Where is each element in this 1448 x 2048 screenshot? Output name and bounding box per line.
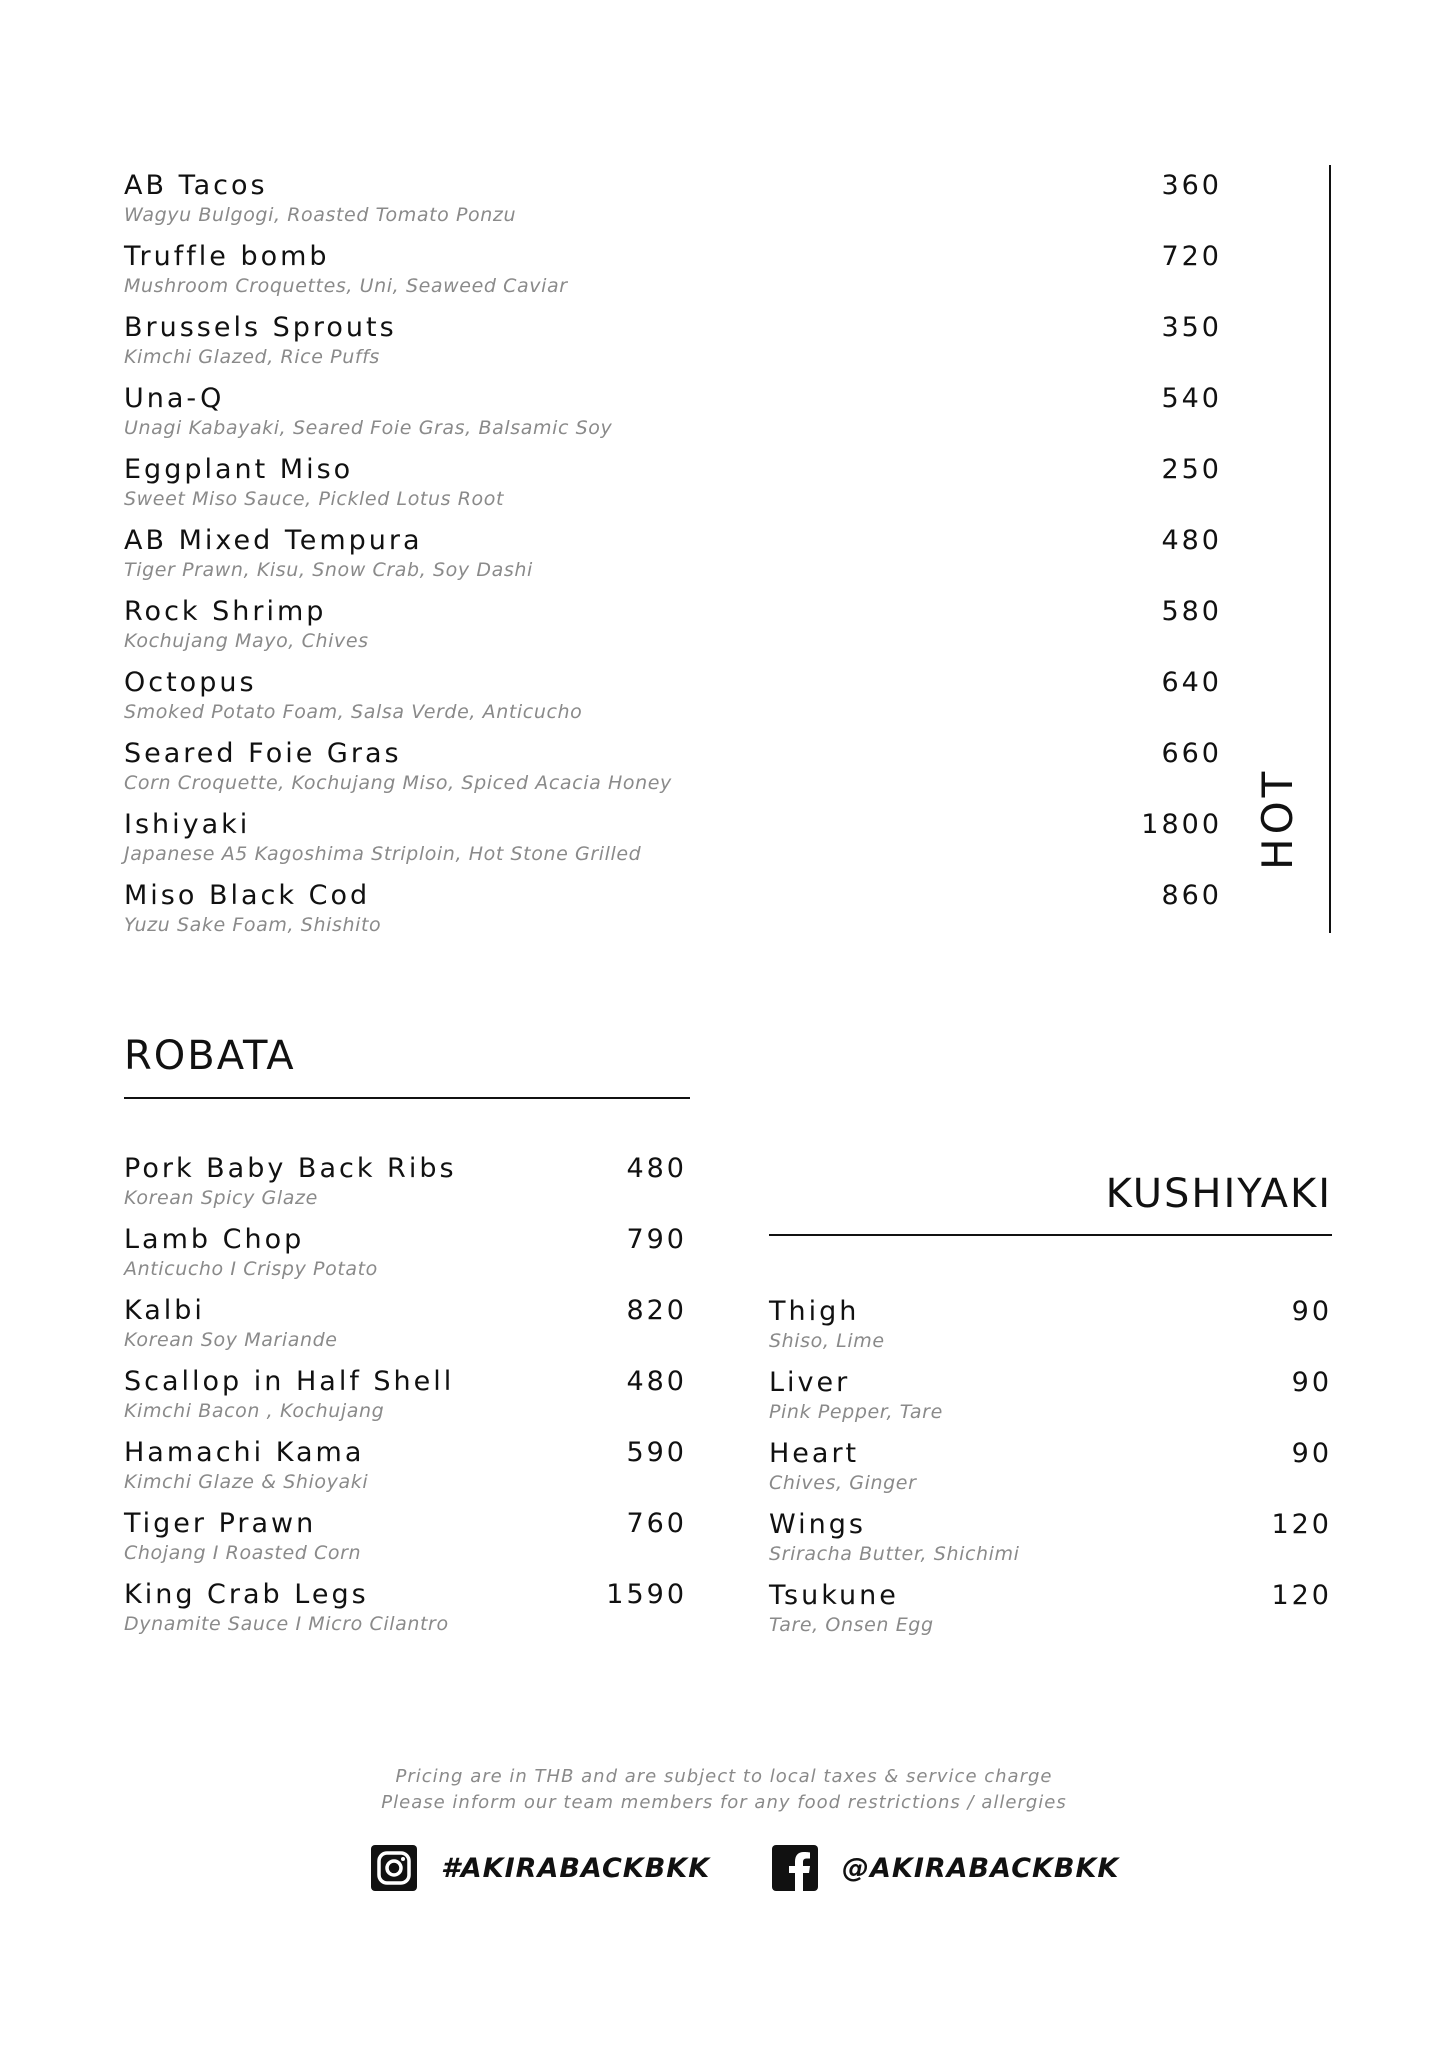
menu-item xyxy=(124,171,516,227)
menu-item xyxy=(769,1581,934,1637)
menu-item-price: 760 xyxy=(626,1508,687,1539)
menu-item-name: Kalbi xyxy=(124,1295,205,1326)
menu-item-description: Korean Soy Mariande xyxy=(124,1329,338,1351)
instagram-handle: #AKIRABACKBKK xyxy=(441,1852,711,1884)
menu-item-description: Kochujang Mayo, Chives xyxy=(124,630,369,652)
menu-item-description: Tiger Prawn, Kisu, Snow Crab, Soy Dashi xyxy=(124,559,533,581)
menu-item-name: Tiger Prawn xyxy=(124,1508,317,1539)
menu-item xyxy=(124,1580,449,1636)
menu-item xyxy=(769,1368,943,1424)
menu-item-description: Pink Pepper, Tare xyxy=(769,1401,943,1423)
menu-item-name: Wings xyxy=(769,1509,866,1540)
menu-item-price: 1590 xyxy=(606,1579,687,1610)
menu-item-description: Shiso, Lime xyxy=(769,1330,885,1352)
menu-item-name: Rock Shrimp xyxy=(124,596,327,627)
menu-item-price: 790 xyxy=(626,1224,687,1255)
menu-item-price: 360 xyxy=(1161,170,1222,201)
facebook-handle: @AKIRABACKBKK xyxy=(842,1852,1120,1884)
menu-item-price: 250 xyxy=(1161,454,1222,485)
menu-item-price: 580 xyxy=(1161,596,1222,627)
menu-item-name: King Crab Legs xyxy=(124,1579,369,1610)
menu-item xyxy=(124,668,582,724)
menu-item xyxy=(124,881,381,937)
menu-item-name: Truffle bomb xyxy=(124,241,330,272)
menu-item-description: Kimchi Glazed, Rice Puffs xyxy=(124,346,380,368)
menu-item xyxy=(769,1510,1020,1566)
menu-item-name: Scallop in Half Shell xyxy=(124,1366,455,1397)
menu-item-price: 120 xyxy=(1271,1580,1332,1611)
menu-item-price: 640 xyxy=(1161,667,1222,698)
menu-item-price: 120 xyxy=(1271,1509,1332,1540)
menu-item-description: Sweet Miso Sauce, Pickled Lotus Root xyxy=(124,488,505,510)
menu-item-description: Chives, Ginger xyxy=(769,1472,917,1494)
menu-item-name: Eggplant Miso xyxy=(124,454,354,485)
menu-item-price: 1800 xyxy=(1141,809,1222,840)
menu-item-name: AB Tacos xyxy=(124,170,268,201)
menu-item-price: 90 xyxy=(1291,1438,1332,1469)
menu-item xyxy=(124,526,533,582)
hot-section-label: HOT xyxy=(1253,767,1302,870)
menu-item-name: Una-Q xyxy=(124,383,225,414)
menu-item xyxy=(124,597,369,653)
menu-item xyxy=(124,1509,361,1565)
menu-item-price: 720 xyxy=(1161,241,1222,272)
instagram-icon xyxy=(371,1845,417,1891)
menu-item-description: Smoked Potato Foam, Salsa Verde, Anticucho xyxy=(124,701,583,723)
menu-item-description: Korean Spicy Glaze xyxy=(124,1187,318,1209)
menu-item xyxy=(769,1297,885,1353)
menu-item-name: Seared Foie Gras xyxy=(124,738,402,769)
menu-item xyxy=(769,1439,917,1495)
menu-item-description: Chojang I Roasted Corn xyxy=(124,1542,362,1564)
menu-item xyxy=(124,1296,338,1352)
menu-item-description: Unagi Kabayaki, Seared Foie Gras, Balsamic Soy xyxy=(124,417,613,439)
menu-item-name: AB Mixed Tempura xyxy=(124,525,423,556)
menu-item-description: Tare, Onsen Egg xyxy=(769,1614,934,1636)
menu-item-description: Sriracha Butter, Shichimi xyxy=(769,1543,1020,1565)
menu-item xyxy=(124,455,504,511)
menu-item xyxy=(124,739,672,795)
menu-item xyxy=(124,242,568,298)
menu-item-price: 540 xyxy=(1161,383,1222,414)
hot-divider-line xyxy=(1329,165,1331,933)
menu-item-name: Miso Black Cod xyxy=(124,880,371,911)
menu-item-name: Brussels Sprouts xyxy=(124,312,397,343)
menu-item-name: Tsukune xyxy=(769,1580,899,1611)
menu-item-description: Kimchi Bacon , Kochujang xyxy=(124,1400,385,1422)
menu-item-price: 350 xyxy=(1161,312,1222,343)
menu-item-name: Ishiyaki xyxy=(124,809,251,840)
menu-item-name: Pork Baby Back Ribs xyxy=(124,1153,457,1184)
menu-item-price: 820 xyxy=(626,1295,687,1326)
instagram-link[interactable] xyxy=(371,1845,710,1891)
facebook-link[interactable] xyxy=(772,1845,1119,1891)
menu-item-description: Mushroom Croquettes, Uni, Seaweed Caviar xyxy=(124,275,568,297)
menu-item-price: 90 xyxy=(1291,1296,1332,1327)
allergy-note: Please inform our team members for any food restrictions / allergies xyxy=(381,1792,1067,1813)
menu-item-name: Lamb Chop xyxy=(124,1224,305,1255)
menu-item-price: 660 xyxy=(1161,738,1222,769)
menu-item-price: 480 xyxy=(1161,525,1222,556)
menu-item xyxy=(124,810,641,866)
kushiyaki-rule xyxy=(769,1234,1332,1236)
menu-item xyxy=(124,313,397,369)
menu-item-name: Thigh xyxy=(769,1296,860,1327)
menu-item-description: Japanese A5 Kagoshima Striploin, Hot Stone Grilled xyxy=(124,843,642,865)
menu-item-name: Octopus xyxy=(124,667,257,698)
menu-item-price: 480 xyxy=(626,1366,687,1397)
kushiyaki-title: KUSHIYAKI xyxy=(1105,1171,1332,1217)
menu-item-description: Yuzu Sake Foam, Shishito xyxy=(124,914,382,936)
menu-item-price: 90 xyxy=(1291,1367,1332,1398)
robata-title: ROBATA xyxy=(124,1033,296,1079)
menu-item-price: 860 xyxy=(1161,880,1222,911)
menu-item xyxy=(124,384,612,440)
menu-item-description: Wagyu Bulgogi, Roasted Tomato Ponzu xyxy=(124,204,517,226)
menu-item-price: 590 xyxy=(626,1437,687,1468)
facebook-icon xyxy=(772,1845,818,1891)
menu-item-description: Anticucho I Crispy Potato xyxy=(124,1258,378,1280)
menu-item-name: Heart xyxy=(769,1438,860,1469)
menu-item-description: Dynamite Sauce I Micro Cilantro xyxy=(124,1613,449,1635)
robata-rule xyxy=(124,1097,690,1099)
menu-item-description: Corn Croquette, Kochujang Miso, Spiced Acacia Honey xyxy=(124,772,672,794)
menu-item-description: Kimchi Glaze & Shioyaki xyxy=(124,1471,369,1493)
pricing-note: Pricing are in THB and are subject to local taxes & service charge xyxy=(395,1766,1053,1787)
menu-item xyxy=(124,1225,378,1281)
menu-item-name: Hamachi Kama xyxy=(124,1437,365,1468)
menu-item xyxy=(124,1154,457,1210)
menu-item-price: 480 xyxy=(626,1153,687,1184)
menu-item xyxy=(124,1367,454,1423)
menu-item-name: Liver xyxy=(769,1367,851,1398)
menu-item xyxy=(124,1438,368,1494)
